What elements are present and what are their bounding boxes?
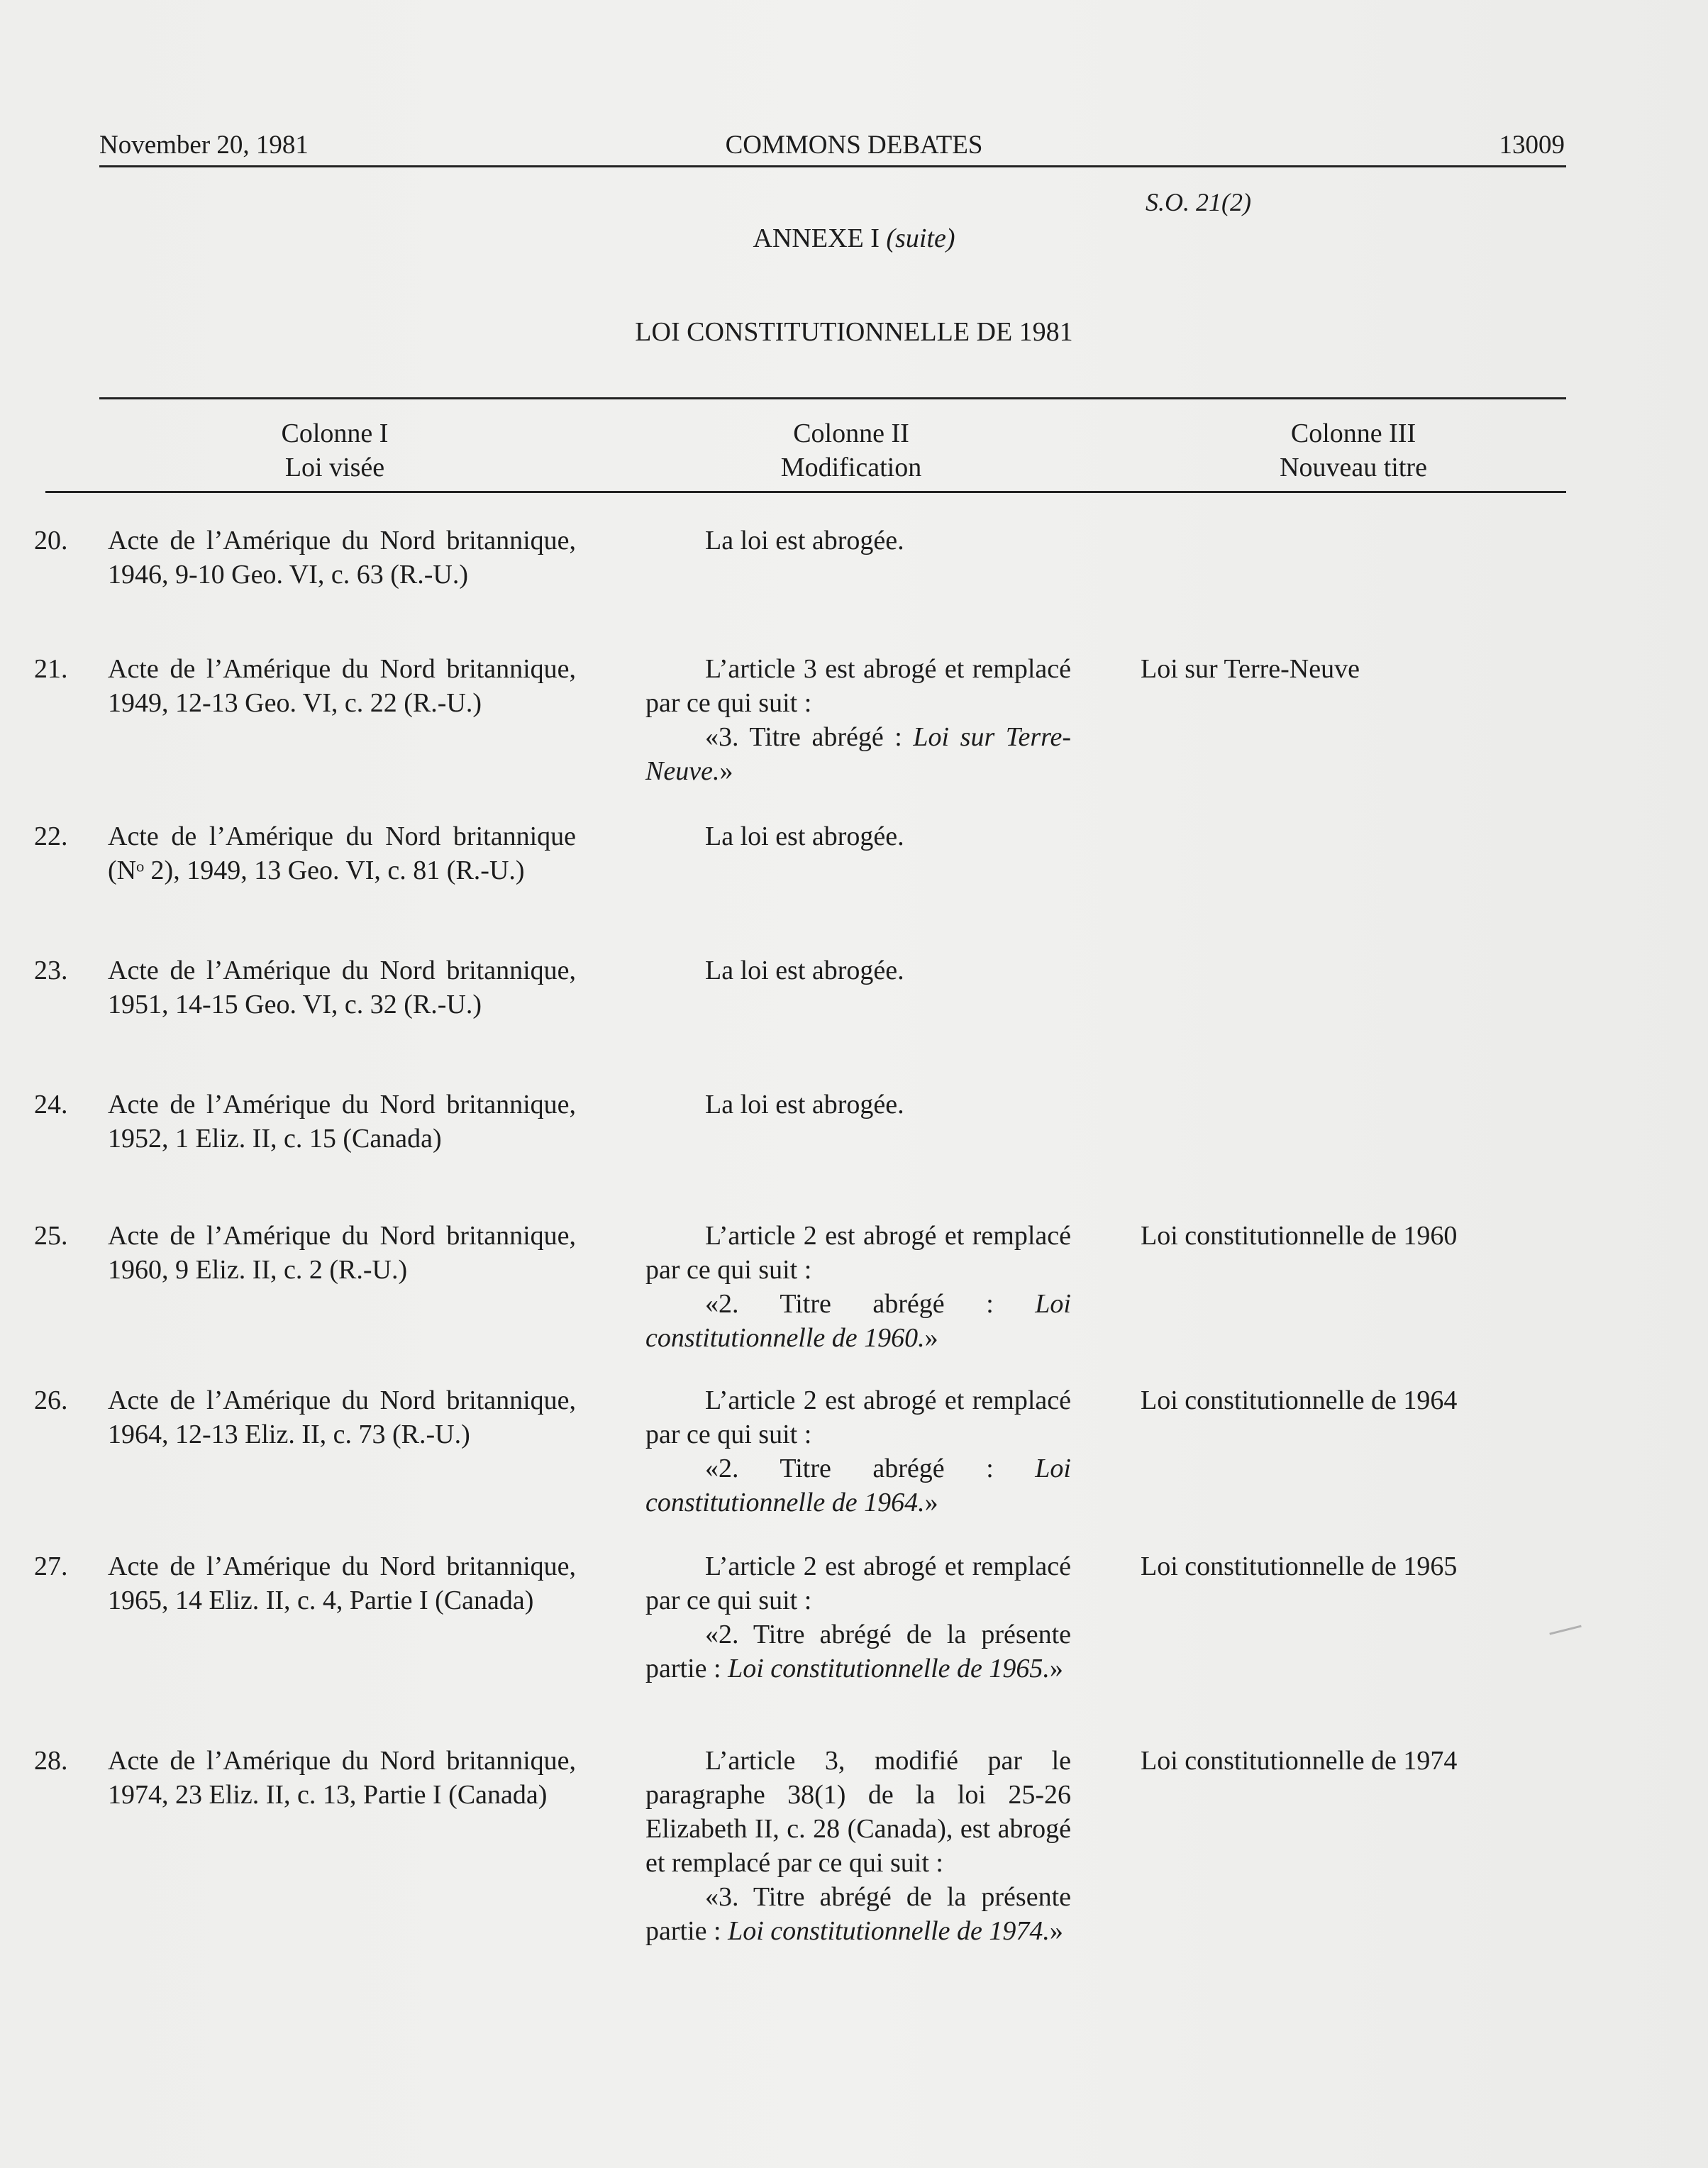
quote-suffix: » <box>719 756 733 786</box>
quote-prefix: «2. Titre abrégé de la présente partie : <box>645 1620 1071 1683</box>
row-new-title: Loi sur Terre-Neuve <box>1141 654 1360 684</box>
row-amendment <box>645 819 1071 853</box>
amendment-quote <box>645 1451 1071 1520</box>
quote-prefix: «2. Titre abrégé : <box>705 1454 1036 1483</box>
row-number: 26. <box>34 1386 68 1415</box>
quote-title: Loi constitutionnelle de 1974. <box>728 1916 1050 1946</box>
amendment-text: L’article 2 est abrogé et remplacé par ce qui suit : <box>645 1221 1071 1285</box>
row-act: Acte de l’Amérique du Nord britannique, 1952, 1 Eliz. II, c. 15 (Canada) <box>108 1090 576 1154</box>
quote-suffix: » <box>1049 1916 1063 1946</box>
column-header-3 <box>1204 416 1502 485</box>
scan-smudge <box>1549 1625 1582 1641</box>
amendment-text: La loi est abrogée. <box>705 526 904 555</box>
column-3-title: Colonne III <box>1290 419 1416 448</box>
amendment-text: L’article 3 est abrogé et remplacé par ce qui suit : <box>645 654 1071 718</box>
header-rule <box>99 165 1566 167</box>
row-new-title: Loi constitutionnelle de 1960 <box>1141 1221 1458 1251</box>
quote-title: Loi constitutionnelle de 1964. <box>645 1454 1071 1517</box>
amendment-quote <box>645 1617 1071 1686</box>
quote-suffix: » <box>1049 1654 1063 1683</box>
quote-prefix: «3. Titre abrégé : <box>705 722 914 752</box>
row-amendment <box>645 1383 1071 1520</box>
quote-title: Loi constitutionnelle de 1960. <box>645 1289 1071 1353</box>
row-act: Acte de l’Amérique du Nord britannique, 1946, 9-10 Geo. VI, c. 63 (R.-U.) <box>108 526 576 590</box>
table-header-rule <box>45 491 1566 493</box>
row-act: Acte de l’Amérique du Nord britannique, 1960, 9 Eliz. II, c. 2 (R.-U.) <box>108 1221 576 1285</box>
quote-prefix: «2. Titre abrégé : <box>705 1289 1036 1319</box>
amendment-text: L’article 2 est abrogé et remplacé par ce qui suit : <box>645 1552 1071 1615</box>
row-act: Acte de l’Amérique du Nord britannique, 1951, 14-15 Geo. VI, c. 32 (R.-U.) <box>108 956 576 1019</box>
amendment-text: L’article 3, modifié par le paragraphe 38(1) de la loi 25-26 Elizabeth II, c. 28 (Canada), est abrogé et remplacé par ce qui suit : <box>645 1746 1071 1878</box>
column-2-subtitle: Modification <box>780 453 922 482</box>
amendment-quote <box>645 1880 1071 1948</box>
row-amendment <box>645 652 1071 788</box>
row-number: 22. <box>34 822 68 851</box>
quote-suffix: » <box>924 1323 938 1353</box>
table-top-rule <box>99 397 1566 399</box>
row-amendment <box>645 1219 1071 1355</box>
row-number: 20. <box>34 526 68 555</box>
quote-title: Loi constitutionnelle de 1965. <box>728 1654 1050 1683</box>
quote-suffix: » <box>924 1488 938 1517</box>
column-1-title: Colonne I <box>281 419 389 448</box>
standing-order: S.O. 21(2) <box>1146 188 1251 216</box>
amendment-text: La loi est abrogée. <box>705 822 904 851</box>
row-act: Acte de l’Amérique du Nord britannique (Nᵒ 2), 1949, 13 Geo. VI, c. 81 (R.-U.) <box>108 822 576 885</box>
row-amendment <box>645 524 1071 558</box>
amendment-text: L’article 2 est abrogé et remplacé par ce qui suit : <box>645 1386 1071 1449</box>
column-1-subtitle: Loi visée <box>284 453 385 482</box>
row-act: Acte de l’Amérique du Nord britannique, 1965, 14 Eliz. II, c. 4, Partie I (Canada) <box>108 1552 576 1615</box>
column-header-1 <box>186 416 484 485</box>
amendment-quote <box>645 1287 1071 1355</box>
header-date: November 20, 1981 <box>99 131 309 160</box>
amendment-quote <box>645 720 1071 788</box>
row-number: 25. <box>34 1221 68 1251</box>
annex-title-main: ANNEXE I <box>753 223 880 253</box>
row-amendment <box>645 953 1071 988</box>
column-2-title: Colonne II <box>793 419 909 448</box>
quote-title: Loi sur Terre-Neuve. <box>645 722 1072 786</box>
row-number: 28. <box>34 1746 68 1776</box>
quote-prefix: «3. Titre abrégé de la présente partie : <box>645 1882 1071 1946</box>
row-number: 23. <box>34 956 68 985</box>
row-new-title: Loi constitutionnelle de 1974 <box>1141 1746 1458 1776</box>
row-new-title: Loi constitutionnelle de 1965 <box>1141 1552 1458 1581</box>
header-publication: COMMONS DEBATES <box>725 131 983 160</box>
row-new-title: Loi constitutionnelle de 1964 <box>1141 1386 1458 1415</box>
row-amendment <box>645 1549 1071 1686</box>
annex-subtitle: LOI CONSTITUTIONNELLE DE 1981 <box>635 317 1073 347</box>
annex-title <box>0 222 1708 255</box>
row-number: 24. <box>34 1090 68 1119</box>
amendment-text: La loi est abrogée. <box>705 1090 904 1119</box>
amendment-text: La loi est abrogée. <box>705 956 904 985</box>
column-3-subtitle: Nouveau titre <box>1280 453 1427 482</box>
row-amendment <box>645 1088 1071 1122</box>
row-act: Acte de l’Amérique du Nord britannique, 1974, 23 Eliz. II, c. 13, Partie I (Canada) <box>108 1746 576 1810</box>
column-header-2 <box>702 416 1000 485</box>
row-act: Acte de l’Amérique du Nord britannique, 1964, 12-13 Eliz. II, c. 73 (R.-U.) <box>108 1386 576 1449</box>
row-number: 27. <box>34 1552 68 1581</box>
header-page-number: 13009 <box>1499 131 1565 160</box>
annex-title-suffix: (suite) <box>886 223 955 253</box>
row-amendment <box>645 1744 1071 1948</box>
row-act: Acte de l’Amérique du Nord britannique, 1949, 12-13 Geo. VI, c. 22 (R.-U.) <box>108 654 576 718</box>
row-number: 21. <box>34 654 68 684</box>
